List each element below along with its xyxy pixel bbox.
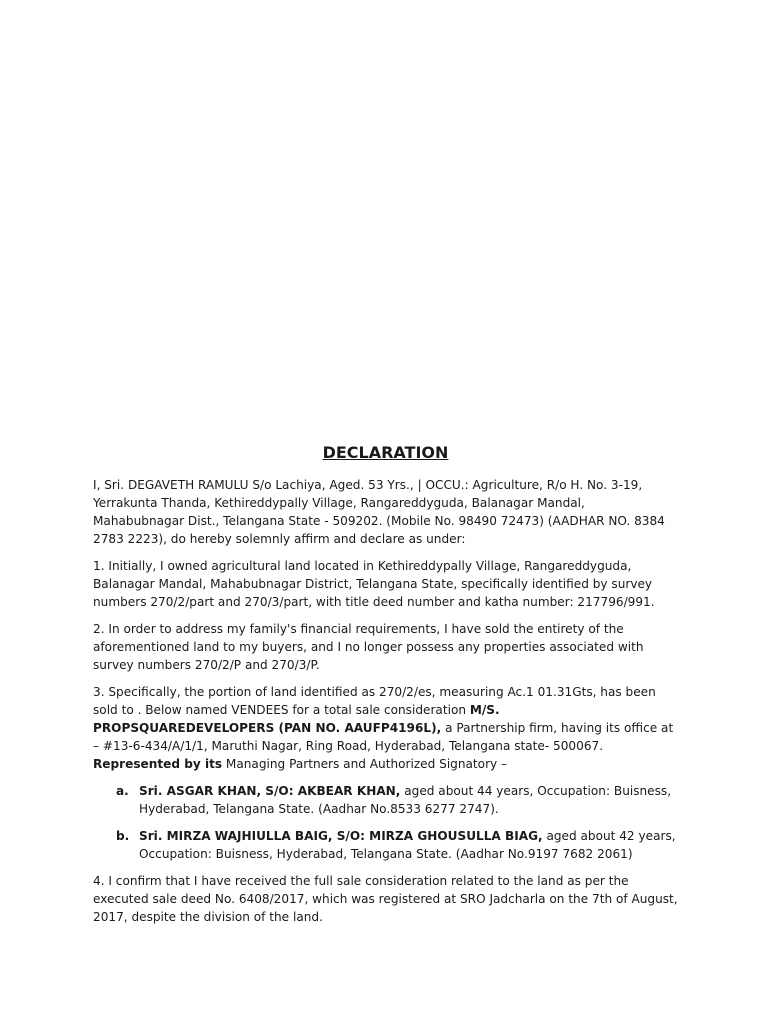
signatory-item xyxy=(93,827,678,863)
list-marker: b. xyxy=(116,829,130,843)
signatory-details: aged about 44 years, Occupation: Buisness, Hyderabad, Telangana State. (Aadhar No.8533 6277 2747). xyxy=(139,784,672,816)
paragraph-2: 2. In order to address my family's financial requirements, I have sold the entirety of the aforementioned land to my buyers, and I no longer possess any properties associated with survey numbers 270/2/P and 270/3/P. xyxy=(93,622,644,672)
paragraph-4: 4. I confirm that I have received the full sale consideration related to the land as per the executed sale deed No. 6408/2017, which was registered at SRO Jadcharla on the 7th of August, 2017, despite the division of the land. xyxy=(93,874,678,924)
document-body xyxy=(93,442,678,935)
paragraph-1: 1. Initially, I owned agricultural land located in Kethireddypally Village, Rangareddyguda, Balanagar Mandal, Mahabubnagar District, Telangana State, specifically identified by survey numbers 270/2/part and 270/3/part, with title deed number and katha number: 217796/991. xyxy=(93,559,655,609)
vendee-name: M/S. PROPSQUAREDEVELOPERS (PAN NO. AAUFP4196L), xyxy=(93,703,500,735)
signatory-list xyxy=(93,782,678,863)
document-title: DECLARATION xyxy=(322,443,449,462)
paragraph-3-text-1: 3. Specifically, the portion of land identified as 270/2/es, measuring Ac.1 01.31Gts, has been sold to . Below named VENDEES for a total sale consideration xyxy=(93,685,656,717)
paragraph-3-text-2: a Partnership firm, having its office at – #13-6-434/A/1/1, Maruthi Nagar, Ring Road, Hyderabad, Telangana state- 500067. xyxy=(93,721,674,753)
paragraph-3 xyxy=(93,683,678,773)
signatory-name: Sri. ASGAR KHAN, S/O: AKBEAR KHAN, xyxy=(139,784,401,798)
signatory-name: Sri. MIRZA WAJHIULLA BAIG, S/O: MIRZA GHOUSULLA BIAG, xyxy=(139,829,543,843)
represented-by-label: Represented by its xyxy=(93,757,223,771)
list-marker: a. xyxy=(116,784,129,798)
signatory-details: aged about 42 years, Occupation: Buisness, Hyderabad, Telangana State. (Aadhar No.9197 7682 2061) xyxy=(139,829,676,861)
intro-paragraph: I, Sri. DEGAVETH RAMULU S/o Lachiya, Aged. 53 Yrs., | OCCU.: Agriculture, R/o H. No. 3-19, Yerrakunta Thanda, Kethireddypally Village, Rangareddyguda, Balanagar Mandal, Mahabubnagar Dist., Telangana State - 509202. (Mobile No. 98490 72473) (AADHAR NO. 8384 2783 2223), do hereby solemnly affirm and declare as under: xyxy=(93,478,665,546)
paragraph-3-text-3: Managing Partners and Authorized Signatory – xyxy=(222,757,508,771)
signatory-item xyxy=(93,782,678,818)
